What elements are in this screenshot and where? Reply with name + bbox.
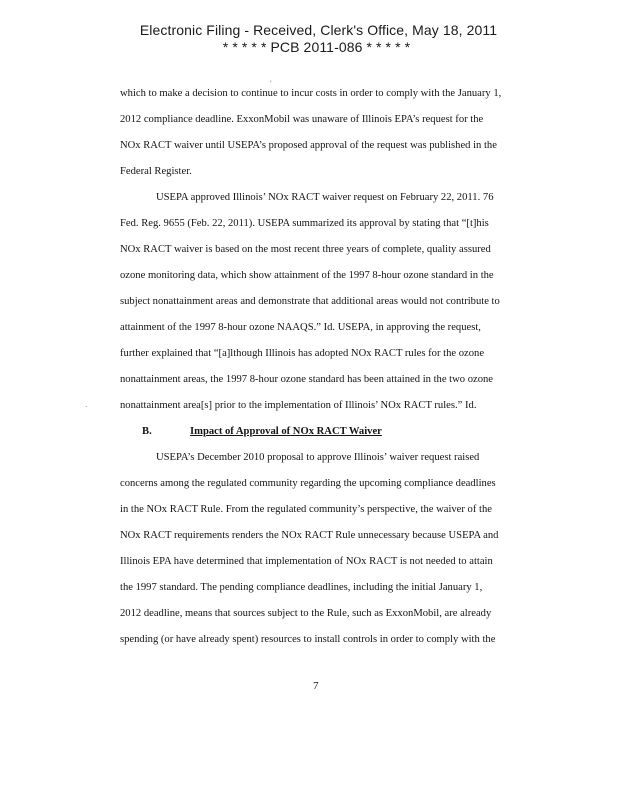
paragraph-3-line-2: concerns among the regulated community regarding the upcoming compliance deadlines [120, 478, 496, 489]
paragraph-3-line-8: spending (or have already spent) resources to install controls in order to comply with the [120, 634, 496, 645]
paragraph-1-line-3: NOx RACT waiver until USEPA’s proposed approval of the request was published in the [120, 140, 497, 151]
paragraph-2-line-1: USEPA approved Illinois’ NOx RACT waiver request on February 22, 2011. 76 [156, 192, 494, 203]
paragraph-2-line-9: nonattainment area[s] prior to the implementation of Illinois’ NOx RACT rules.” Id. [120, 400, 477, 411]
paragraph-2-line-3: NOx RACT waiver is based on the most recent three years of complete, quality assured [120, 244, 491, 255]
paragraph-3-line-4: NOx RACT requirements renders the NOx RACT Rule unnecessary because USEPA and [120, 530, 499, 541]
filing-stamp-line-2: * * * * * PCB 2011-086 * * * * * [222, 39, 411, 55]
stray-mark-margin: · [85, 403, 88, 411]
section-heading-number: B. [142, 426, 152, 437]
paragraph-2-line-6: attainment of the 1997 8-hour ozone NAAQS.” Id. USEPA, in approving the request, [120, 322, 481, 333]
paragraph-3-line-3: in the NOx RACT Rule. From the regulated community’s perspective, the waiver of the [120, 504, 492, 515]
paragraph-2-line-8: nonattainment areas, the 1997 8-hour ozone standard has been attained in the two ozone [120, 374, 494, 385]
paragraph-1-line-2: 2012 compliance deadline. ExxonMobil was unaware of Illinois EPA’s request for the [120, 114, 484, 125]
paragraph-2-line-5: subject nonattainment areas and demonstrate that additional areas would not contribute to [120, 296, 500, 307]
section-heading-title: Impact of Approval of NOx RACT Waiver [190, 426, 382, 437]
paragraph-1-line-4: Federal Register. [120, 166, 192, 177]
stray-mark-top: ' [270, 80, 272, 87]
paragraph-3-line-6: the 1997 standard. The pending compliance deadlines, including the initial January 1, [120, 582, 483, 593]
paragraph-1-line-1: which to make a decision to continue to incur costs in order to comply with the January 1, [120, 88, 502, 99]
paragraph-3-line-7: 2012 deadline, means that sources subject to the Rule, such as ExxonMobil, are already [120, 608, 492, 619]
section-heading [142, 426, 462, 440]
paragraph-3-line-1: USEPA’s December 2010 proposal to approve Illinois’ waiver request raised [156, 452, 480, 463]
paragraph-2-line-2: Fed. Reg. 9655 (Feb. 22, 2011). USEPA summarized its approval by stating that “[t]his [120, 218, 489, 229]
page-number: 7 [313, 680, 319, 692]
paragraph-3-line-5: Illinois EPA have determined that implementation of NOx RACT is not needed to attain [120, 556, 493, 567]
paragraph-2-line-4: ozone monitoring data, which show attainment of the 1997 8-hour ozone standard in the [120, 270, 494, 281]
filing-stamp-line-1: Electronic Filing - Received, Clerk's Office, May 18, 2011 [139, 22, 498, 38]
paragraph-2-line-7: further explained that “[a]lthough Illinois has adopted NOx RACT rules for the ozone [120, 348, 485, 359]
